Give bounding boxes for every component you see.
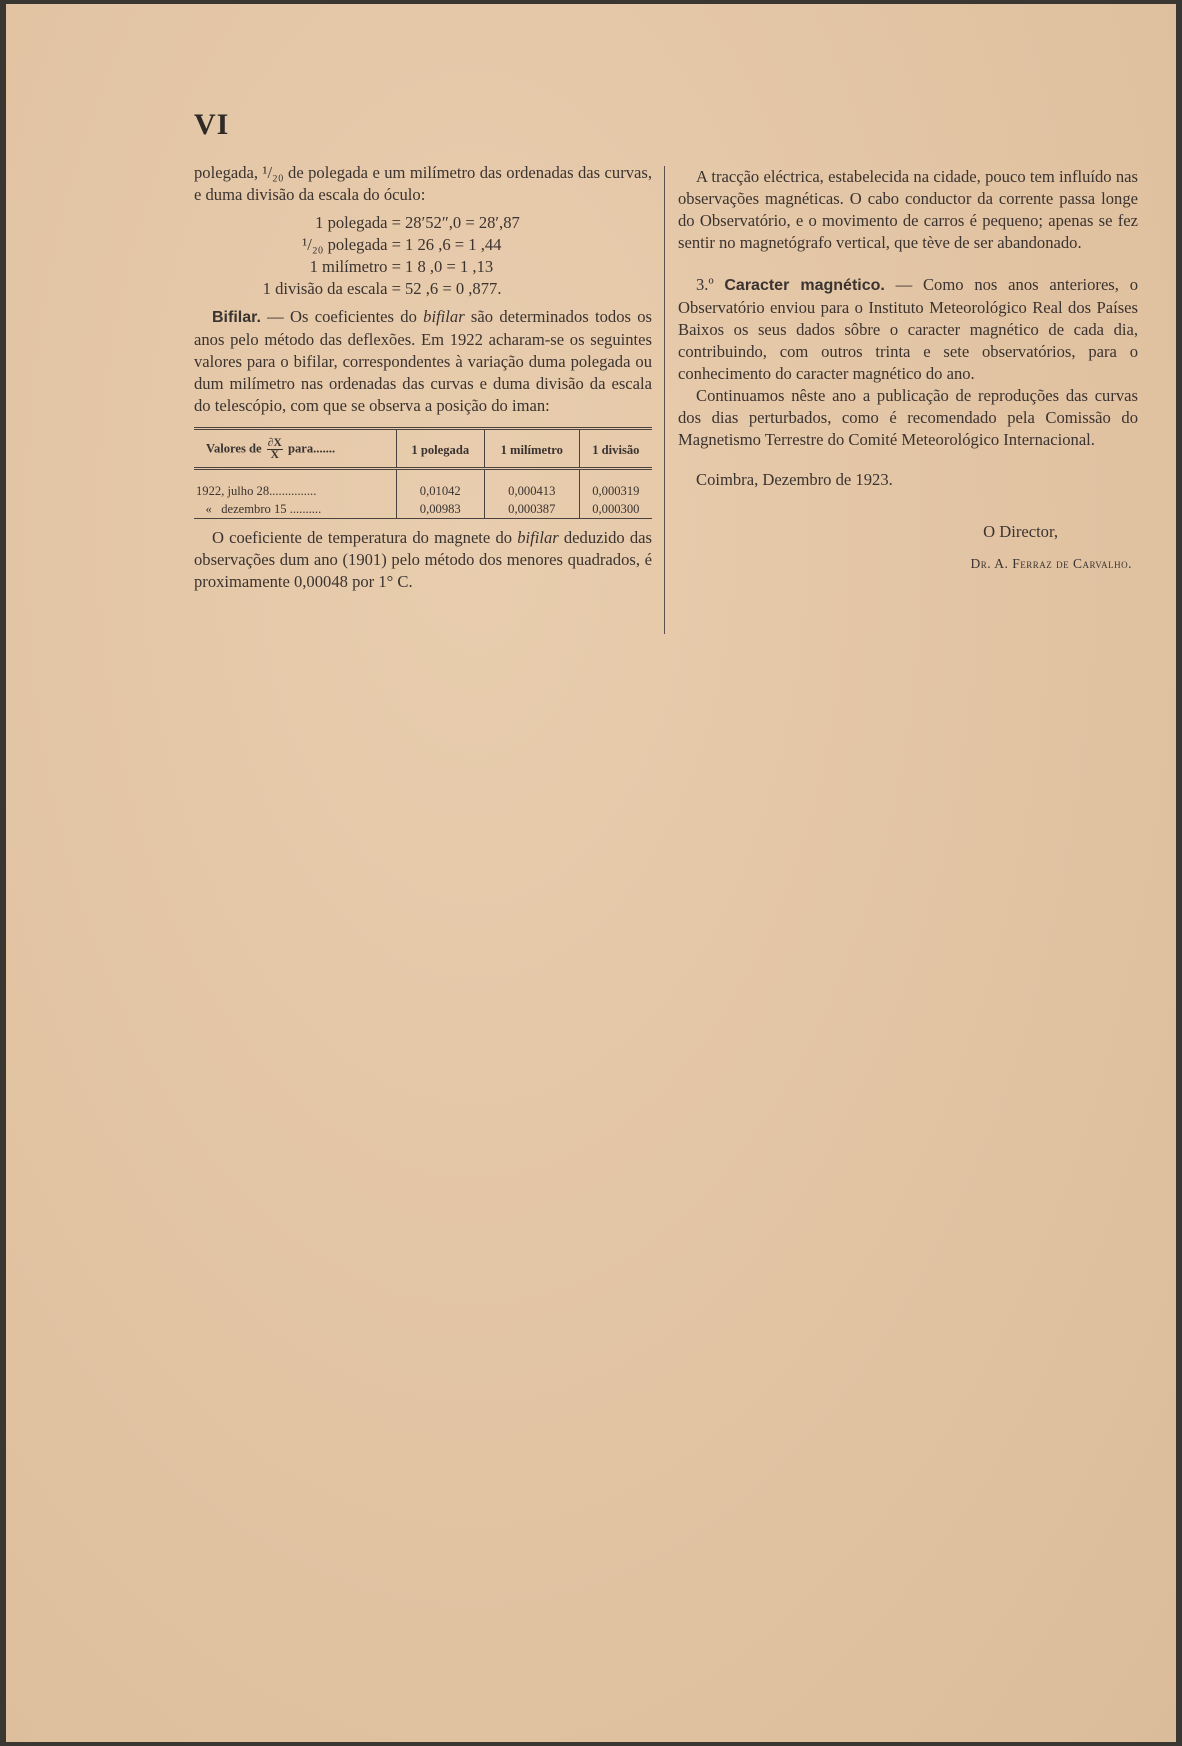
cell-milimetro: 0,000387 — [484, 500, 579, 519]
equation-lhs: 1 milímetro = — [309, 257, 401, 276]
document-page — [6, 4, 1176, 1742]
cell-milimetro: 0,000413 — [484, 482, 579, 500]
equation-rhs: 1 8 ,0 = 1 ,13 — [405, 257, 494, 276]
table-header-row — [194, 429, 652, 469]
equation-lhs: 1 divisão da escala = — [262, 279, 401, 298]
section-text: — Como nos anos anteriores, o Observatório enviou para o Instituto Meteorológico Real dos Países Baixos os seus dados sôbre o caracter magnético de cada dia, contribuindo, com outros trinta e sete observatórios, para o conhecimento do caracter magnético do ano. — [678, 275, 1138, 383]
traction-paragraph: A tracção eléctrica, estabelecida na cidade, pouco tem influído nas observações magnéticas. O cabo conductor da corrente passa longe do Observatório, e o movimento de carros é pequeno; apenas se fez sentir no magnetógrafo vertical, que tève de ser abandonado. — [678, 167, 1138, 252]
table-row — [194, 482, 652, 500]
intro-paragraph: polegada, ¹/₂₀ de polegada e um milímetro das ordenadas das curvas, e duma divisão da escala do óculo: — [194, 163, 652, 204]
left-column — [194, 162, 652, 593]
bifilar-italic: bifilar — [423, 307, 465, 326]
conversion-equations — [194, 212, 652, 300]
bifilar-paragraph — [194, 306, 652, 417]
cell-polegada: 0,01042 — [396, 482, 484, 500]
date-line: Coimbra, Dezembro de 1923. — [696, 470, 893, 489]
equation-rhs: 28′52″,0 = 28′,87 — [405, 213, 520, 232]
right-column — [678, 166, 1138, 575]
cell-divisao: 0,000300 — [579, 500, 652, 519]
equation-rhs: 1 26 ,6 = 1 ,44 — [405, 235, 502, 254]
equation-row — [194, 278, 652, 300]
fraction: $\frac{\partial X}{X}$ — [267, 437, 282, 461]
column-divider — [664, 166, 665, 634]
equation-lhs: 1 polegada = — [315, 213, 401, 232]
cell-divisao: 0,000319 — [579, 482, 652, 500]
temperature-paragraph: O coeficiente de temperatura do magnete do bifilar deduzido das observações dum ano (1901) pelo método dos menores quadrados, é proximamente 0,00048 por 1° C. — [194, 528, 652, 591]
table-header-milimetro: 1 milímetro — [484, 429, 579, 469]
section-heading: Caracter magnético. — [724, 277, 885, 294]
equation-rhs: 52 ,6 = 0 ,877. — [405, 279, 502, 298]
row-label: « dezembro 15 .......... — [194, 500, 396, 519]
publication-paragraph: Continuamos nêste ano a publicação de reproduções das curvas dos dias perturbados, como é recomendado pela Comissão do Magnetismo Terrestre do Comité Meteorológico Internacional. — [678, 386, 1138, 449]
table-header-label: Valores de $\frac{\partial X}{X}$ para....... — [194, 429, 396, 469]
table-header-polegada: 1 polegada — [396, 429, 484, 469]
bifilar-text: — Os coeficientes do — [260, 307, 424, 326]
signoff: O Director, — [983, 522, 1058, 541]
bifilar-values-table — [194, 427, 652, 519]
cell-polegada: 0,00983 — [396, 500, 484, 519]
equation-row — [194, 256, 652, 278]
temperature-italic: bifilar — [517, 528, 559, 547]
equation-lhs: ¹/₂₀ polegada = — [302, 235, 401, 254]
magnetic-character-paragraph — [678, 274, 1138, 385]
equation-row — [194, 212, 652, 234]
bifilar-text: são determinados todos os anos pelo método das deflexões. Em 1922 acharam-se os seguintes valores para o bifilar, correspondentes à variação duma polegada ou dum milímetro nas ordenadas das curvas e duma divisão da escala do telescópio, com que se observa a posição do iman: — [194, 307, 652, 415]
page-number: VI — [194, 108, 230, 141]
bifilar-heading: Bifilar. — [212, 309, 261, 326]
row-label: 1922, julho 28............... — [196, 484, 317, 498]
signature: Dr. A. Ferraz de Carvalho. — [970, 556, 1132, 571]
equation-row — [194, 234, 652, 256]
section-number: 3.º — [696, 275, 725, 294]
table-header-divisao: 1 divisão — [579, 429, 652, 469]
table-row — [194, 500, 652, 519]
